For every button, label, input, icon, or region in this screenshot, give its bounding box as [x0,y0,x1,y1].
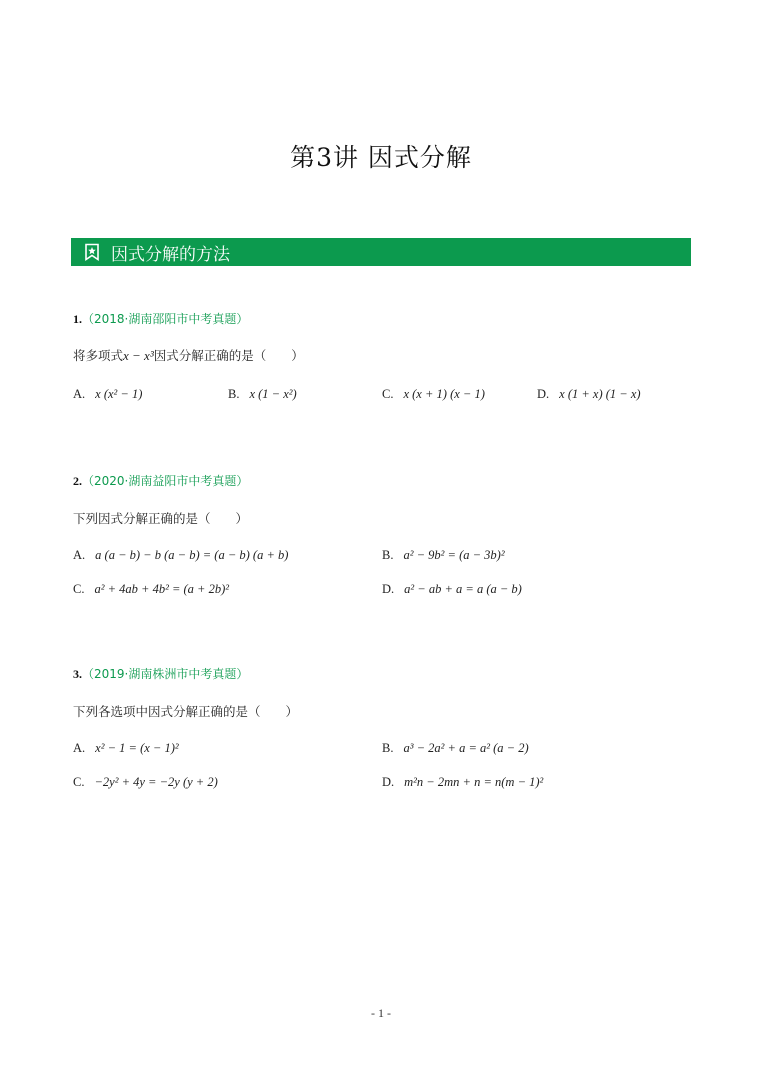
option-key: B. [228,387,240,401]
question-header [73,472,248,489]
question-header [73,665,248,682]
option-b[interactable] [382,548,505,563]
option-expr: x² − 1 = (x − 1)² [95,741,179,755]
page-number: - 1 - [371,1006,391,1020]
page-title: 第3讲 因式分解 [290,143,472,172]
bookmark-star-icon [83,243,101,261]
question-stem [73,346,304,364]
option-expr: x (1 + x) (1 − x) [559,387,641,401]
option-expr: a² − 9b² = (a − 3b)² [403,548,505,562]
option-c[interactable] [73,582,229,597]
option-d[interactable] [537,387,641,402]
option-a[interactable] [73,387,142,402]
option-key: D. [382,582,395,596]
option-key: C. [73,582,85,596]
section-title: 因式分解的方法 [111,244,230,265]
option-expr: x (1 − x²) [249,387,297,401]
question-number: 2. [73,474,82,488]
option-expr: x (x + 1) (x − 1) [403,387,485,401]
stem-text: 将多项式 [73,348,124,363]
option-key: B. [382,548,394,562]
question-source: （2020·湖南益阳市中考真题） [82,474,249,488]
option-expr: x (x² − 1) [95,387,143,401]
option-expr: m²n − 2mn + n = n(m − 1)² [404,775,544,789]
option-d[interactable] [382,582,522,597]
section-header [71,238,691,266]
stem-math: x − x³ [123,348,154,363]
option-key: C. [73,775,85,789]
question-number: 1. [73,312,82,326]
option-expr: a² + 4ab + 4b² = (a + 2b)² [94,582,230,596]
option-key: B. [382,741,394,755]
option-key: A. [73,548,86,562]
question-header [73,310,248,327]
option-expr: a² − ab + a = a (a − b) [404,582,522,596]
option-key: A. [73,387,86,401]
option-key: D. [382,775,395,789]
option-expr: −2y² + 4y = −2y (y + 2) [94,775,218,789]
option-c[interactable] [382,387,485,402]
option-key: D. [537,387,550,401]
option-b[interactable] [382,741,529,756]
option-b[interactable] [228,387,297,402]
question-stem: 下列各选项中因式分解正确的是（ ） [73,704,299,719]
option-c[interactable] [73,775,218,790]
question-source: （2018·湖南邵阳市中考真题） [82,312,249,326]
option-expr: a³ − 2a² + a = a² (a − 2) [403,741,529,755]
option-a[interactable] [73,741,179,756]
question-source: （2019·湖南株洲市中考真题） [82,667,249,681]
stem-text: 因式分解正确的是（ ） [153,348,304,363]
option-key: C. [382,387,394,401]
option-key: A. [73,741,86,755]
option-d[interactable] [382,775,543,790]
question-number: 3. [73,667,82,681]
question-stem: 下列因式分解正确的是（ ） [73,511,249,526]
option-expr: a (a − b) − b (a − b) = (a − b) (a + b) [95,548,289,562]
option-a[interactable] [73,548,288,563]
